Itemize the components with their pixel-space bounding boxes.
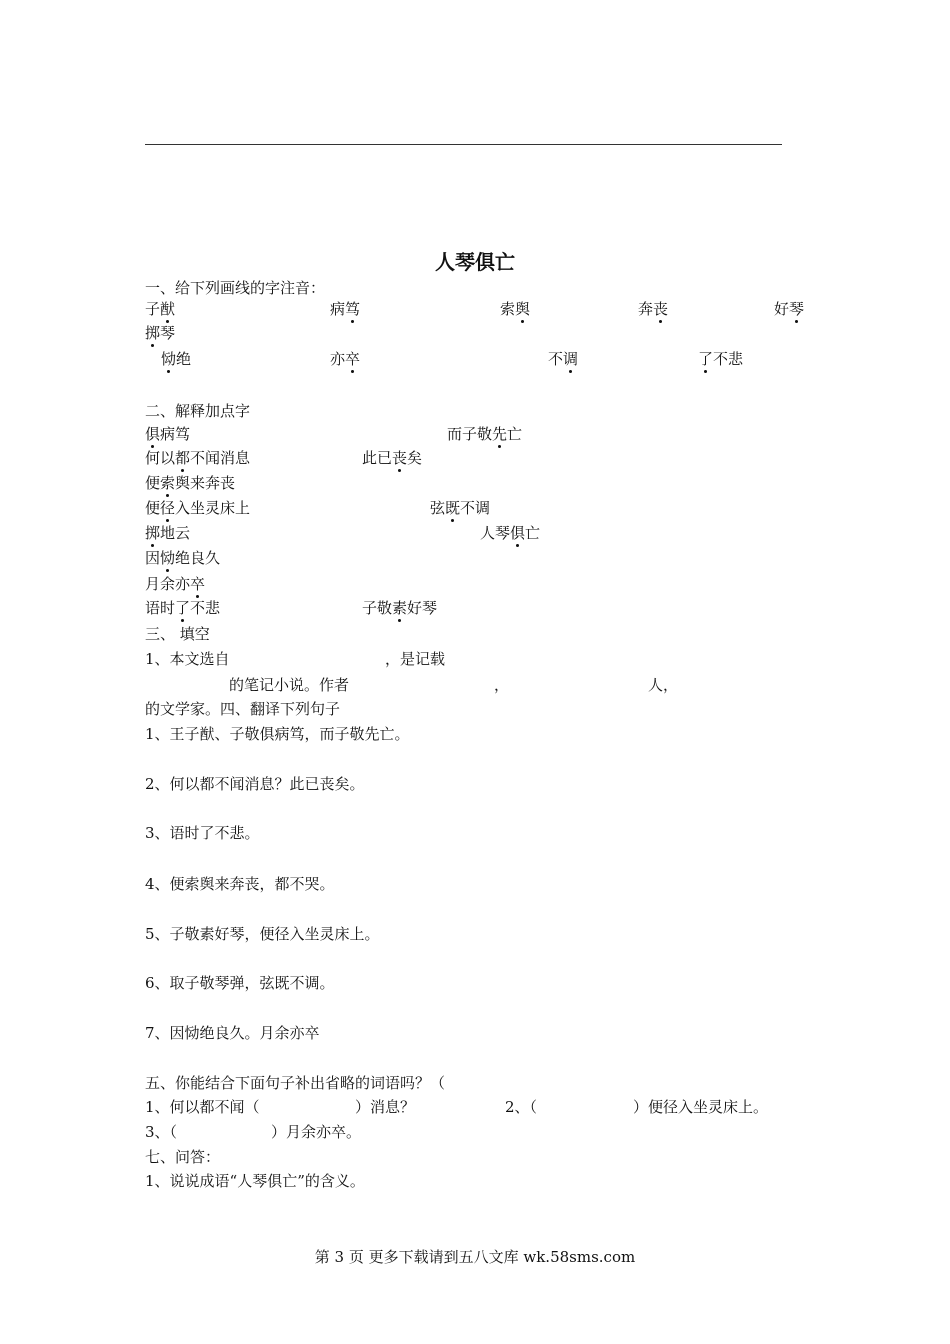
- explain-item: 月余亦卒: [145, 575, 206, 593]
- dotted-char: 掷: [145, 524, 161, 542]
- pinyin-item: 不调: [548, 350, 579, 368]
- dotted-char: 卒: [345, 350, 361, 368]
- pinyin-item: 子猷: [145, 300, 176, 318]
- header-rule: [145, 144, 782, 145]
- translate-sentence: 6、取子敬琴弹，弦既不调。: [145, 974, 335, 992]
- translate-sentence: 3、语时了不悲。: [145, 824, 260, 842]
- dotted-char: 索: [160, 474, 176, 492]
- dotted-char: 先: [492, 425, 508, 443]
- dotted-char: 都: [175, 449, 191, 467]
- page-title: 人琴俱亡: [435, 250, 515, 274]
- explain-item: 此已丧矣: [362, 449, 423, 467]
- explain-item: 便索舆来奔丧: [145, 474, 236, 492]
- explain-item: 子敬素好琴: [362, 599, 438, 617]
- dotted-char: 笃: [345, 300, 361, 318]
- fill-line-2b: ，: [494, 676, 510, 694]
- explain-item: 人琴俱亡: [480, 524, 541, 542]
- ellipsis-q2b: ）便径入坐灵床上。: [633, 1098, 769, 1116]
- ellipsis-q3a: 3、（: [145, 1123, 178, 1141]
- dotted-char: 俱: [145, 425, 161, 443]
- pinyin-item: 了不悲: [698, 350, 744, 368]
- fill-line-2c: 人，: [648, 676, 679, 694]
- dotted-char: 调: [563, 350, 579, 368]
- explain-item: 弦既不调: [430, 499, 491, 517]
- dotted-char: 猷: [160, 300, 176, 318]
- section-1-heading: 一、给下列画线的字注音：: [145, 279, 326, 297]
- dotted-char: 掷: [145, 324, 161, 342]
- ellipsis-q1a: 1、何以都不闻（: [145, 1098, 260, 1116]
- dotted-char: 恸: [161, 350, 177, 368]
- section-2-heading: 二、解释加点字: [145, 402, 251, 420]
- dotted-char: 俱: [510, 524, 526, 542]
- explain-item: 掷地云: [145, 524, 191, 542]
- pinyin-item: 病笃: [330, 300, 361, 318]
- pinyin-item: 好琴: [774, 300, 805, 318]
- translate-sentence: 2、何以都不闻消息？此已丧矣。: [145, 775, 365, 793]
- dotted-char: 了: [175, 599, 191, 617]
- explain-item: 俱病笃: [145, 425, 191, 443]
- dotted-char: 既: [445, 499, 461, 517]
- dotted-char: 丧: [653, 300, 669, 318]
- translate-sentence: 7、因恸绝良久。月余亦卒: [145, 1024, 320, 1042]
- translate-sentence: 4、便索舆来奔丧，都不哭。: [145, 875, 335, 893]
- dotted-char: 径: [160, 499, 176, 517]
- dotted-char: 琴: [789, 300, 805, 318]
- ellipsis-q1b: ）消息？: [355, 1098, 416, 1116]
- explain-item: 何以都不闻消息: [145, 449, 251, 467]
- pinyin-item: 亦卒: [330, 350, 361, 368]
- dotted-char: 卒: [190, 575, 206, 593]
- fill-line-1b: ，是记载: [385, 650, 446, 668]
- dotted-char: 丧: [392, 449, 408, 467]
- fill-line-1a: 1、本文选自: [145, 650, 230, 668]
- fill-line-2a: 的笔记小说。作者: [229, 676, 350, 694]
- pinyin-item: 掷琴: [145, 324, 176, 342]
- explain-item: 便径入坐灵床上: [145, 499, 251, 517]
- translate-sentence: 5、子敬素好琴，便径入坐灵床上。: [145, 925, 380, 943]
- translate-sentence: 1、王子猷、子敬俱病笃，而子敬先亡。: [145, 725, 410, 743]
- explain-item: 语时了不悲: [145, 599, 221, 617]
- pinyin-item: 奔丧: [638, 300, 669, 318]
- explain-item: 而子敬先亡: [447, 425, 523, 443]
- question-1: 1、说说成语“人琴俱亡”的含义。: [145, 1172, 365, 1190]
- dotted-char: 恸: [160, 549, 176, 567]
- pinyin-item: 恸绝: [161, 350, 192, 368]
- explain-item: 因恸绝良久: [145, 549, 221, 567]
- section-7-heading: 七、问答：: [145, 1148, 221, 1166]
- section-5-heading: 五、你能结合下面句子补出省略的词语吗？（: [145, 1074, 446, 1092]
- pinyin-item: 索舆: [500, 300, 531, 318]
- page-footer: 第 3 页 更多下载请到五八文库 wk.58sms.com: [314, 1248, 636, 1266]
- fill-line-3: 的文学家。四、翻译下列句子: [145, 700, 341, 718]
- section-3-heading: 三、 填空: [145, 625, 210, 643]
- dotted-char: 了: [698, 350, 714, 368]
- dotted-char: 舆: [515, 300, 531, 318]
- dotted-char: 素: [392, 599, 408, 617]
- ellipsis-q3b: ）月余亦卒。: [271, 1123, 362, 1141]
- ellipsis-q2a: 2、（: [505, 1098, 538, 1116]
